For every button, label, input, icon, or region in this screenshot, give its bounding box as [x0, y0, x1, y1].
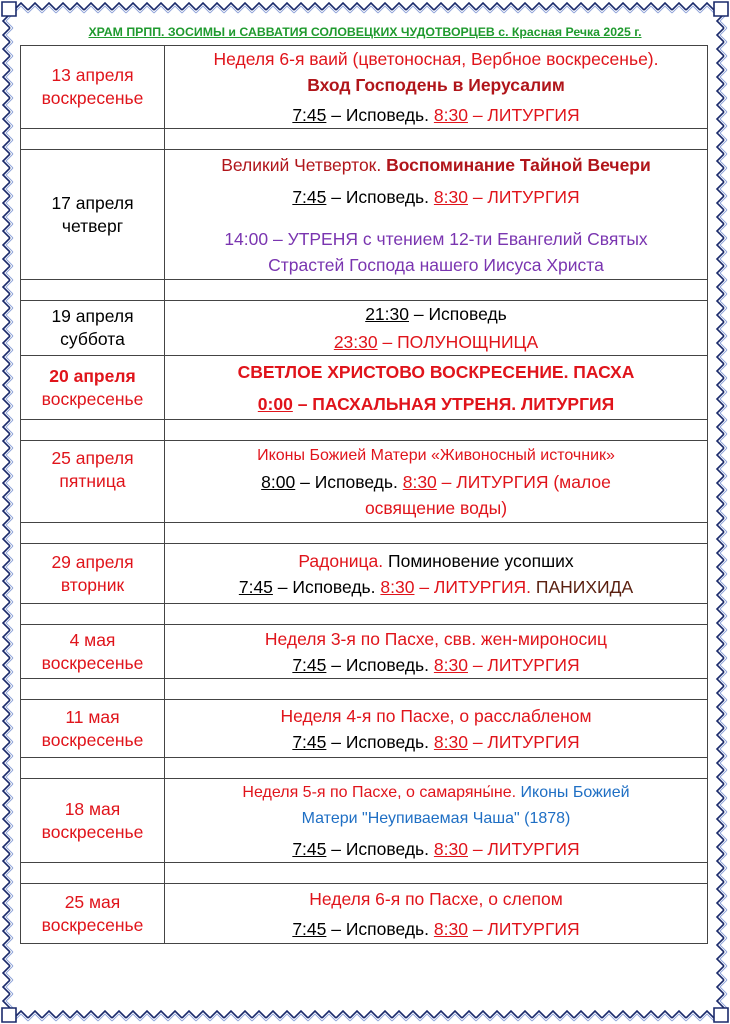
date-cell	[21, 301, 165, 356]
liturgy-label: – ЛИТУРГИЯ	[467, 838, 580, 859]
feast-title: Вход Господень в Иерусалим	[307, 75, 565, 95]
panikhida-label: ПАНИХИДА	[535, 576, 634, 597]
weekday-label: воскресенье	[41, 88, 144, 108]
date-label: 25 апреля	[51, 448, 134, 468]
matins-line-2: Страстей Господа нашего Иисуса Христа	[268, 254, 604, 275]
liturgy-label: – ЛИТУРГИЯ	[467, 105, 580, 125]
feast-title: Воспоминание Тайной Вечери	[386, 154, 651, 175]
confession-time: 7:45	[292, 654, 327, 675]
table-row	[21, 150, 708, 280]
confession-time: 7:45	[292, 105, 327, 125]
liturgy-time: 8:30	[433, 186, 468, 207]
service-cell	[165, 356, 708, 420]
date-label: 20 апреля	[49, 365, 136, 386]
feast-title: СВЕТЛОЕ ХРИСТОВО ВОСКРЕСЕНИЕ. ПАСХА	[237, 361, 635, 382]
confession-time: 21:30	[365, 304, 409, 324]
feast-subtitle: Поминовение усопших	[388, 550, 574, 571]
liturgy-time: 8:30	[433, 838, 468, 859]
liturgy-label: – ЛИТУРГИЯ	[467, 654, 580, 675]
table-row	[21, 700, 708, 758]
weekday-label: четверг	[61, 215, 124, 236]
confession-label: – Исповедь.	[326, 731, 434, 752]
confession-time: 7:45	[238, 576, 273, 597]
table-row	[21, 301, 708, 356]
feast-label: Иконы Божией Матери «Живоносный источник»	[257, 446, 615, 464]
liturgy-time: 8:30	[433, 918, 468, 939]
liturgy-label: – ЛИТУРГИЯ.	[414, 576, 536, 597]
icon-feast-label-2: Матери "Неупиваемая Чаша" (1878)	[301, 809, 571, 827]
weekday-label: воскресенье	[41, 388, 144, 409]
table-row	[21, 625, 708, 679]
liturgy-time: 23:30	[333, 332, 378, 352]
liturgy-time: 8:30	[433, 654, 468, 675]
liturgy-label: – ЛИТУРГИЯ	[467, 918, 580, 939]
liturgy-time: 8:30	[402, 471, 437, 492]
confession-time: 7:45	[292, 186, 327, 207]
confession-time: 7:45	[292, 838, 327, 859]
date-cell	[21, 544, 165, 604]
confession-label: – Исповедь.	[326, 654, 434, 675]
date-label: 29 апреля	[51, 551, 134, 572]
table-row	[21, 544, 708, 604]
feast-label: Неделя 4-я по Пасхе, о расслабленом	[280, 705, 592, 726]
weekday-label: воскресенье	[41, 652, 144, 673]
liturgy-time: 0:00	[257, 393, 293, 414]
confession-time: 7:45	[292, 918, 327, 939]
date-cell	[21, 356, 165, 420]
service-cell	[165, 700, 708, 758]
confession-label: – Исповедь.	[326, 838, 434, 859]
liturgy-label: – ЛИТУРГИЯ	[467, 186, 580, 207]
feast-label: Неделя 6-я ваий (цветоносная, Вербное воскресенье).	[213, 49, 659, 69]
table-row	[21, 46, 708, 129]
liturgy-time: 8:30	[433, 105, 468, 125]
weekday-label: вторник	[60, 574, 125, 595]
spacer-row	[21, 604, 708, 625]
date-cell	[21, 884, 165, 944]
service-cell	[165, 544, 708, 604]
service-cell	[165, 301, 708, 356]
table-row	[21, 356, 708, 420]
confession-label: – Исповедь.	[326, 105, 434, 125]
confession-label: – Исповедь.	[326, 918, 434, 939]
spacer-row	[21, 129, 708, 150]
schedule-table	[20, 45, 708, 944]
date-label: 19 апреля	[51, 306, 134, 326]
matins-line: 14:00 – УТРЕНЯ с чтением 12-ти Евангелий Святых	[224, 228, 648, 249]
date-label: 17 апреля	[51, 192, 134, 213]
weekday-label: суббота	[60, 329, 125, 349]
weekday-label: воскресенье	[41, 914, 144, 935]
confession-label: – Исповедь.	[295, 471, 403, 492]
service-cell	[165, 46, 708, 129]
date-label: 13 апреля	[51, 65, 134, 85]
spacer-row	[21, 863, 708, 884]
liturgy-note: освящение воды)	[364, 497, 508, 518]
feast-label: Неделя 3-я по Пасхе, свв. жен-мироносиц	[264, 628, 608, 649]
table-row	[21, 779, 708, 863]
weekday-label: воскресенье	[41, 729, 144, 750]
service-cell	[165, 441, 708, 523]
date-label: 4 мая	[69, 629, 116, 650]
service-cell	[165, 625, 708, 679]
spacer-row	[21, 758, 708, 779]
liturgy-time: 8:30	[380, 576, 415, 597]
feast-label: Радоница.	[298, 550, 389, 571]
spacer-row	[21, 523, 708, 544]
icon-feast-label: Иконы Божией	[520, 783, 630, 801]
spacer-row	[21, 679, 708, 700]
date-label: 18 мая	[64, 798, 121, 819]
page-title: ХРАМ ПРПП. ЗОСИМЫ и САВВАТИЯ СОЛОВЕЦКИХ ЧУДОТВОРЦЕВ с. Красная Речка 2025 г.	[88, 25, 642, 39]
date-cell	[21, 700, 165, 758]
liturgy-label: – ПОЛУНОЩНИЦА	[377, 332, 539, 352]
confession-label: – Исповедь.	[326, 186, 434, 207]
weekday-label: воскресенье	[41, 821, 144, 842]
date-cell	[21, 46, 165, 129]
feast-label: Великий Четверток.	[221, 154, 387, 175]
weekday-label: пятница	[59, 471, 126, 491]
confession-label: – Исповедь.	[272, 576, 381, 597]
service-cell	[165, 884, 708, 944]
spacer-row	[21, 420, 708, 441]
liturgy-label: – ЛИТУРГИЯ (малое	[436, 471, 611, 492]
date-label: 11 мая	[65, 706, 120, 727]
date-label: 25 мая	[64, 891, 121, 912]
liturgy-time: 8:30	[433, 731, 468, 752]
date-cell	[21, 150, 165, 280]
confession-label: – Исповедь	[409, 304, 507, 324]
table-row	[21, 441, 708, 523]
spacer-row	[21, 280, 708, 301]
liturgy-label: – ЛИТУРГИЯ	[467, 731, 580, 752]
date-cell	[21, 441, 165, 523]
service-cell	[165, 150, 708, 280]
date-cell	[21, 779, 165, 863]
feast-label: Неделя 5-я по Пасхе, о самаряны́не.	[242, 783, 521, 801]
feast-label: Неделя 6-я по Пасхе, о слепом	[309, 888, 563, 909]
date-cell	[21, 625, 165, 679]
confession-time: 8:00	[261, 471, 296, 492]
confession-time: 7:45	[292, 731, 327, 752]
table-row	[21, 884, 708, 944]
service-cell	[165, 779, 708, 863]
liturgy-label: – ПАСХАЛЬНАЯ УТРЕНЯ. ЛИТУРГИЯ	[292, 393, 615, 414]
